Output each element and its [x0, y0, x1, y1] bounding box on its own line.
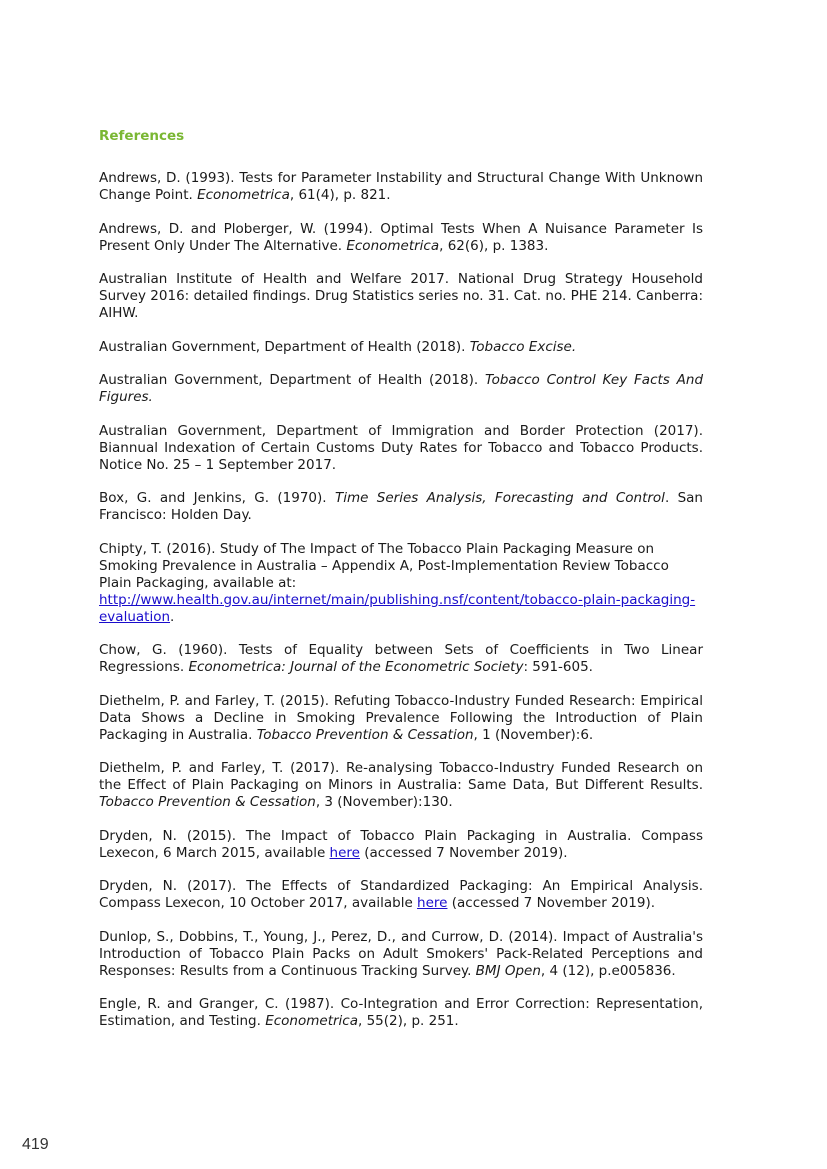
- dryden-2017-here-link[interactable]: here: [417, 895, 448, 911]
- reference-item: Chow, G. (1960). Tests of Equality between Sets of Coefficients in Two Linear Regressions. Econometrica: Journal of the Econometric Society: 591-605.: [99, 642, 703, 675]
- tobacco-evaluation-link[interactable]: http://www.health.gov.au/internet/main/publishing.nsf/content/tobacco-plain-packaging-evaluation: [99, 591, 696, 625]
- page-number: 419: [22, 1136, 49, 1153]
- reference-item: Andrews, D. and Ploberger, W. (1994). Optimal Tests When A Nuisance Parameter Is Present Only Under The Alternative. Econometrica, 62(6), p. 1383.: [99, 220, 703, 254]
- reference-item: Dryden, N. (2015). The Impact of Tobacco Plain Packaging in Australia. Compass Lexecon, 6 March 2015, available here (accessed 7 November 2019).: [99, 827, 703, 861]
- reference-item: Box, G. and Jenkins, G. (1970). Time Series Analysis, Forecasting and Control. San Francisco: Holden Day.: [99, 490, 703, 523]
- reference-item: Diethelm, P. and Farley, T. (2017). Re-analysing Tobacco-Industry Funded Research on the Effect of Plain Packaging on Minors in Australia: Same Data, But Different Results. Tobacco Prevention & Cessation, 3 (November):130.: [99, 760, 703, 810]
- reference-item: Dunlop, S., Dobbins, T., Young, J., Perez, D., and Currow, D. (2014). Impact of Australia's Introduction of Tobacco Plain Packs on Adult Smokers' Pack-Related Perceptions and Responses: Results from a Continuous Tracking Survey. BMJ Open, 4 (12), p.e005836.: [99, 928, 703, 979]
- reference-item: Diethelm, P. and Farley, T. (2015). Refuting Tobacco-Industry Funded Research: Empirical Data Shows a Decline in Smoking Prevalence Following the Introduction of Plain Packaging in Australia. Tobacco Prevention & Cessation, 1 (November):6.: [99, 692, 703, 743]
- reference-item: Australian Institute of Health and Welfare 2017. National Drug Strategy Household Survey 2016: detailed findings. Drug Statistics series no. 31. Cat. no. PHE 214. Canberra: AIHW.: [99, 271, 703, 321]
- reference-item: Dryden, N. (2017). The Effects of Standardized Packaging: An Empirical Analysis. Compass Lexecon, 10 October 2017, available here (accessed 7 November 2019).: [99, 878, 703, 911]
- reference-item: Engle, R. and Granger, C. (1987). Co-Integration and Error Correction: Representation, Estimation, and Testing. Econometrica, 55(2), p. 251.: [99, 996, 703, 1029]
- reference-list: [99, 170, 703, 1047]
- reference-item: Andrews, D. (1993). Tests for Parameter Instability and Structural Change With Unknown Change Point. Econometrica, 61(4), p. 821.: [99, 170, 703, 203]
- reference-item: Australian Government, Department of Immigration and Border Protection (2017). Biannual Indexation of Certain Customs Duty Rates for Tobacco and Tobacco Products. Notice No. 25 – 1 September 2017.: [99, 422, 703, 473]
- dryden-2015-here-link[interactable]: here: [329, 844, 360, 861]
- references-heading: References: [99, 128, 185, 144]
- reference-item: Chipty, T. (2016). Study of The Impact of The Tobacco Plain Packaging Measure on Smoking Prevalence in Australia – Appendix A, Post-Implementation Review Tobacco Plain Packaging, available at: http://www.health.gov.au/internet/main/publishing.nsf/content/tobacco-plain-packaging-evaluation.: [99, 540, 696, 625]
- reference-item: Australian Government, Department of Health (2018). Tobacco Excise.: [99, 338, 577, 355]
- reference-item: Australian Government, Department of Health (2018). Tobacco Control Key Facts And Figures.: [99, 372, 704, 405]
